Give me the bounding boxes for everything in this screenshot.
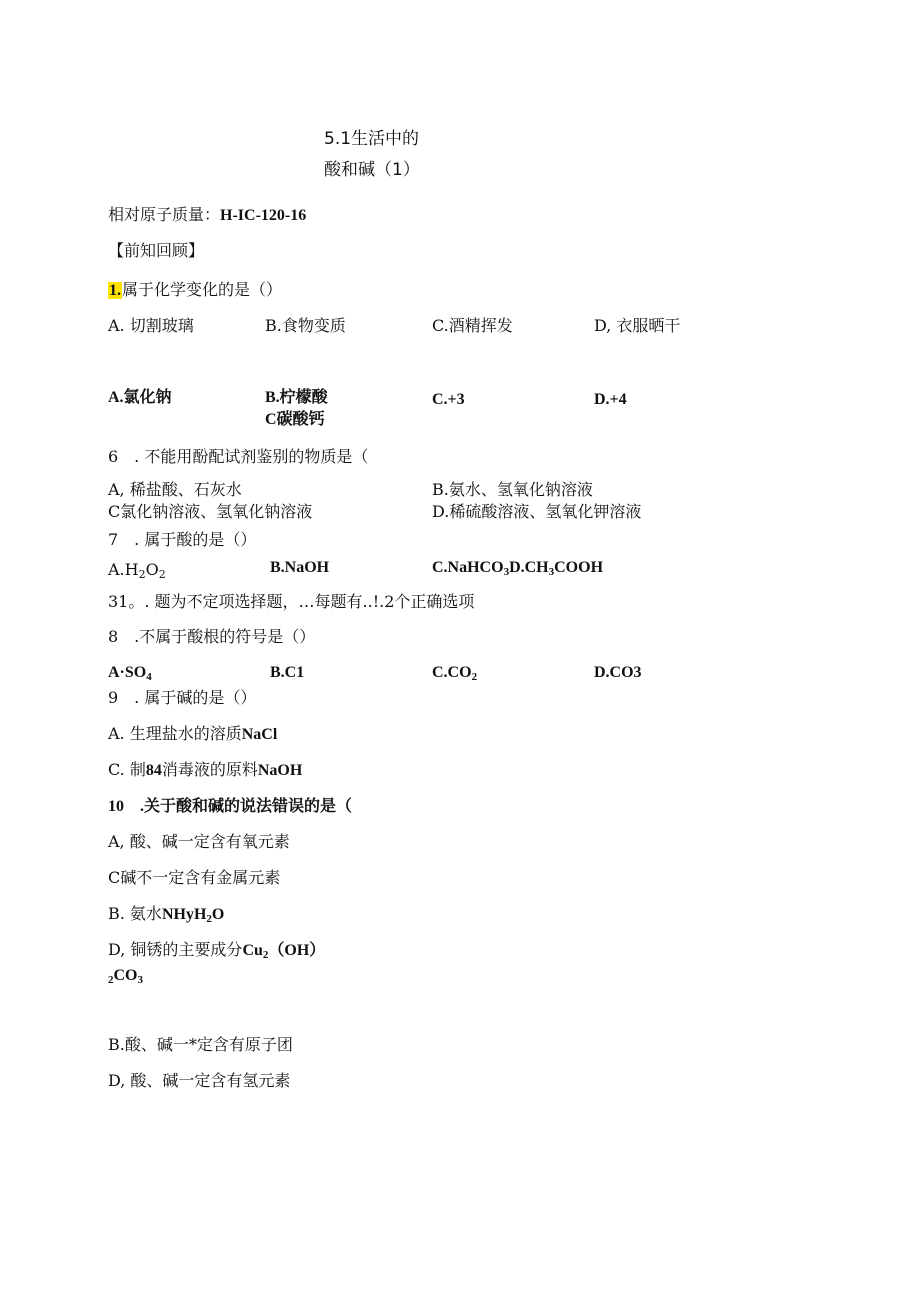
q6-option-a: A, 稀盐酸、石灰水: [108, 480, 242, 499]
q6-option-d: D.稀硫酸溶液、氢氧化钾溶液: [432, 502, 642, 521]
q1-option-a: A. 切割玻璃: [108, 316, 194, 335]
q6-option-c: C氯化钠溶液、氢氧化钠溶液: [108, 502, 313, 521]
q7-option-cd: $C.NaHCO_3D.CH_3COOH$: [432, 559, 604, 578]
question-10-stem: 10 .关于酸和碱的说法错误的是（: [108, 798, 353, 815]
question-6-stem: 6 . 不能用酚配试剂鉴别的物质是（: [108, 447, 369, 466]
atomic-mass-label: 相对原子质量：: [108, 205, 221, 224]
question-1-number: 1.: [109, 282, 121, 299]
frag-option-c: C.+3: [432, 391, 465, 408]
q10-option-b2: B.酸、碱一*定含有原子团: [108, 1035, 293, 1054]
q8-option-d: D.CO3: [594, 664, 642, 681]
q10-option-a: A, 酸、碱一定含有氧元素: [108, 832, 290, 851]
question-1: [108, 280, 282, 301]
q10-option-b-ammonia: B. 氨水NHyH$_2$O: [108, 904, 225, 925]
atomic-mass: [108, 205, 306, 226]
question-8-stem: 8 .不属于酸根的符号是（）: [108, 627, 316, 646]
title-line-1: 5.1生活中的: [324, 129, 420, 149]
frag-option-b: B.柠檬酸: [265, 389, 328, 406]
q10-option-d2: D, 酸、碱一定含有氢元素: [108, 1071, 291, 1090]
q1-option-c: C.酒精挥发: [432, 316, 513, 335]
atomic-mass-value: H-IC-120-16: [220, 207, 307, 224]
question-9-stem: 9 . 属于碱的是（）: [108, 688, 257, 707]
q10-option-d-copper-line2: $_2CO_3$: [108, 967, 143, 986]
q8-option-a: $A\cdot SO_4$: [108, 664, 152, 683]
q1-option-b: B.食物变质: [265, 316, 346, 335]
q8-option-b: B.C1: [270, 664, 305, 681]
question-7-stem: 7 . 属于酸的是（）: [108, 530, 257, 549]
frag-option-a: A.氯化钠: [108, 389, 172, 406]
title-line-2: 酸和碱（1）: [324, 160, 420, 180]
q10-option-d-copper: D, 铜锈的主要成分$Cu_2(OH)$: [108, 940, 326, 961]
q7-option-a: $A.H_2O_2$: [108, 560, 166, 581]
q6-option-b: B.氨水、氢氧化钠溶液: [432, 480, 593, 499]
q7-option-b: B.NaOH: [270, 559, 330, 576]
question-1-stem: 属于化学变化的是（）: [122, 280, 283, 299]
q9-option-a: A. 生理盐水的溶质NaCl: [108, 724, 278, 743]
frag-option-d: D.+4: [594, 391, 627, 408]
q9-option-c: C. 制84消毒液的原料NaOH: [108, 760, 303, 779]
section-note: 31。. 题为不定项选择题，…每题有..!.2个正确选项: [108, 592, 475, 611]
section-review: 【前知回顾】: [108, 241, 205, 260]
q10-option-c: C碱不一定含有金属元素: [108, 868, 281, 887]
q8-option-c: $C.CO_2$: [432, 664, 478, 683]
frag-option-b2: C碳酸钙: [265, 411, 325, 428]
q1-option-d: D, 衣服晒干: [594, 316, 681, 335]
